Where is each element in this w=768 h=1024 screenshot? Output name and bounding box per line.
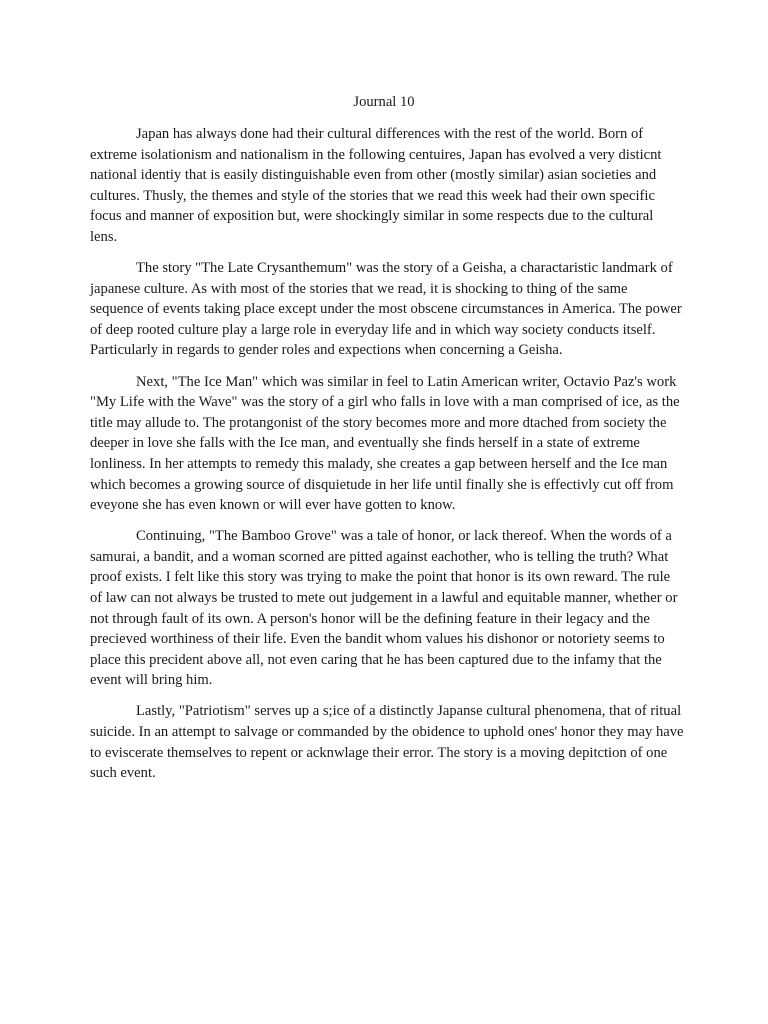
document-body (90, 124, 684, 794)
paragraph-ice-man: Next, "The Ice Man" which was similar in feel to Latin American writer, Octavio Paz's work "My Life with the Wave" was the story of a girl who falls in love with a man comprised of ice, as the title may allude to. The protangonist of the story becomes more and more dtached from society the deeper in love she falls with the Ice man, and eventually she finds herself in a state of extreme lonliness. In her attempts to remedy this malady, she creates a gap between herself and the Ice man which becomes a growing source of disquietude in her life until finally she is effectivly cut off from eveyone she has even known or will ever have gotten to know. (90, 373, 680, 514)
paragraph-bamboo-grove: Continuing, "The Bamboo Grove" was a tale of honor, or lack thereof. When the words of a samurai, a bandit, and a woman scorned are pitted against eachother, who is telling the truth? What proof exists. I felt like this story was trying to make the point that honor is its own reward. The rule of law can not always be trusted to mete out judgement in a lawful and equitable manner, whether or not through fault of its own. A person's honor will be the defining feature in their legacy and the precieved worthiness of their life. Even the bandit whom values his dishonor or notoriety seems to place this precident above all, not even caring that he has been captured due to the infamy that the event will bring him. (90, 528, 678, 689)
paragraph-late-crysanthemum: The story "The Late Crysanthemum" was the story of a Geisha, a charactaristic landmark of japanese culture. As with most of the stories that we read, it is shocking to thing of the same sequence of events taking place except under the most obscene circumstances in America. The power of deep rooted culture play a large role in everyday life and in which way society conducts itself. Particularly in regards to gender roles and expections when concerning a Geisha. (90, 260, 682, 359)
paragraph-patriotism: Lastly, "Patriotism" serves up a s;ice of a distinctly Japanse cultural phenomena, that of ritual suicide. In an attempt to salvage or commanded by the obidence to uphold ones' honor they may have to eviscerate themselves to repent or acknwlage their error. The story is a moving depitction of one such event. (90, 703, 684, 782)
document-title: Journal 10 (353, 94, 415, 110)
paragraph-intro: Japan has always done had their cultural differences with the rest of the world. Born of extreme isolationism and nationalism in the following centuires, Japan has evolved a very disticnt national identiy that is easily distinguishable even from other (mostly similar) asian societies and cultures. Thusly, the themes and style of the stories that we read this week had their own specific focus and manner of exposition but, were shockingly similar in some respects due to the cultural lens. (90, 126, 662, 245)
